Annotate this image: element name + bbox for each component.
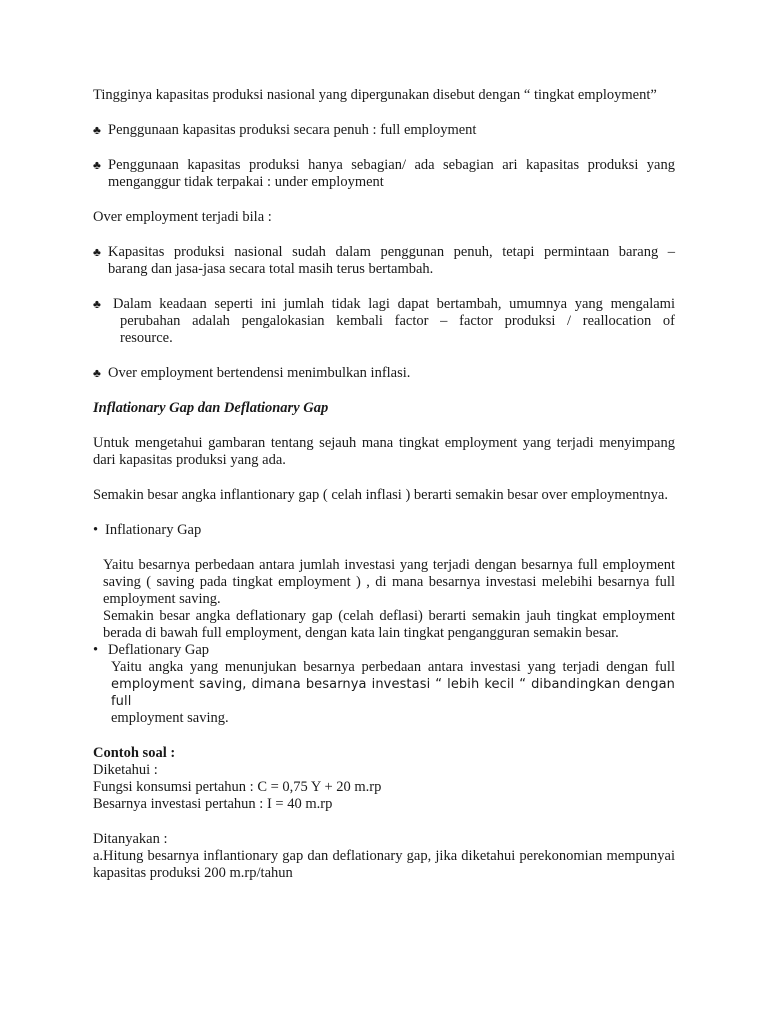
over-item-2-line-2: perubahan adalah pengalokasian kembali factor – factor produksi / reallocation of xyxy=(120,313,675,329)
section-heading: Inflationary Gap dan Deflationary Gap xyxy=(93,400,329,416)
club-bullet-icon: ♣ xyxy=(93,366,101,380)
investment-value: Besarnya investasi pertahun : I = 40 m.rp xyxy=(93,796,333,812)
over-employment-item-3 xyxy=(93,365,675,382)
club-bullet-icon: ♣ xyxy=(93,158,101,172)
under-employment-item xyxy=(93,157,675,191)
example-title: Contoh soal : xyxy=(93,745,176,761)
over-item-2-line-1: Dalam keadaan seperti ini jumlah tidak lagi dapat bertambah, umumnya yang mengalami xyxy=(113,296,675,312)
over-item-2-line-3: resource. xyxy=(120,330,173,346)
know-paragraph: Untuk mengetahui gambaran tentang sejauh mana tingkat employment yang terjadi menyimpang dari kapasitas produksi yang ada. xyxy=(93,435,675,468)
asked-label: Ditanyakan : xyxy=(93,831,168,847)
deflationary-def-line-3: employment saving. xyxy=(111,710,229,726)
bigger-gap-paragraph: Semakin besar angka inflantionary gap ( celah inflasi ) berarti semakin besar over employmentnya. xyxy=(93,487,668,503)
over-employment-item-2 xyxy=(93,296,675,347)
intro-paragraph: Tingginya kapasitas produksi nasional yang dipergunakan disebut dengan “ tingkat employment” xyxy=(93,87,657,103)
deflationary-gap-intro: Semakin besar angka deflationary gap (celah deflasi) berarti semakin jauh tingkat employment berada di bawah full employment, dengan kata lain tingkat pengangguran semakin besar. xyxy=(103,608,675,641)
over-item-1-line-1: Kapasitas produksi nasional sudah dalam penggunan penuh, tetapi permintaan barang – xyxy=(108,244,675,260)
under-employment-line-1: Penggunaan kapasitas produksi hanya sebagian/ ada sebagian ari kapasitas produksi yang xyxy=(108,157,675,173)
club-bullet-icon: ♣ xyxy=(93,245,101,259)
inflationary-gap-bullet xyxy=(93,522,675,539)
deflationary-gap-label: Deflationary Gap xyxy=(108,642,210,658)
over-item-3-text: Over employment bertendensi menimbulkan inflasi. xyxy=(108,365,411,381)
deflationary-def-line-1: Yaitu angka yang menunjukan besarnya perbedaan antara investasi yang terjadi dengan full xyxy=(111,659,675,675)
document-page xyxy=(93,87,675,882)
bullet-dot-icon: • xyxy=(93,522,99,538)
deflationary-gap-definition xyxy=(93,659,675,727)
inflationary-gap-definition: Yaitu besarnya perbedaan antara jumlah investasi yang terjadi dengan besarnya full employment saving ( saving pada tingkat employment ) , di mana besarnya investasi melebihi besarnya full employment saving. xyxy=(103,557,675,607)
full-employment-item xyxy=(93,122,675,139)
known-label: Diketahui : xyxy=(93,762,158,778)
full-employment-text: Penggunaan kapasitas produksi secara penuh : full employment xyxy=(108,122,477,138)
consumption-function: Fungsi konsumsi pertahun : C = 0,75 Y + 20 m.rp xyxy=(93,779,382,795)
over-item-1-line-2: barang dan jasa-jasa secara total masih terus bertambah. xyxy=(108,261,434,277)
over-employment-when: Over employment terjadi bila : xyxy=(93,209,272,225)
question-a: a.Hitung besarnya inflantionary gap dan deflationary gap, jika diketahui perekonomian mempunyai kapasitas produksi 200 m.rp/tahun xyxy=(93,848,675,881)
over-employment-item-1 xyxy=(93,244,675,278)
inflationary-gap-label: Inflationary Gap xyxy=(105,522,202,538)
deflationary-def-line-2: employment saving, dimana besarnya investasi “ lebih kecil “ dibandingkan dengan full xyxy=(111,677,675,709)
deflationary-gap-bullet xyxy=(93,642,675,659)
club-bullet-icon: ♣ xyxy=(93,123,101,137)
bullet-dot-icon: • xyxy=(93,642,99,658)
club-bullet-icon: ♣ xyxy=(93,297,101,311)
under-employment-line-2: menganggur tidak terpakai : under employment xyxy=(108,174,384,190)
